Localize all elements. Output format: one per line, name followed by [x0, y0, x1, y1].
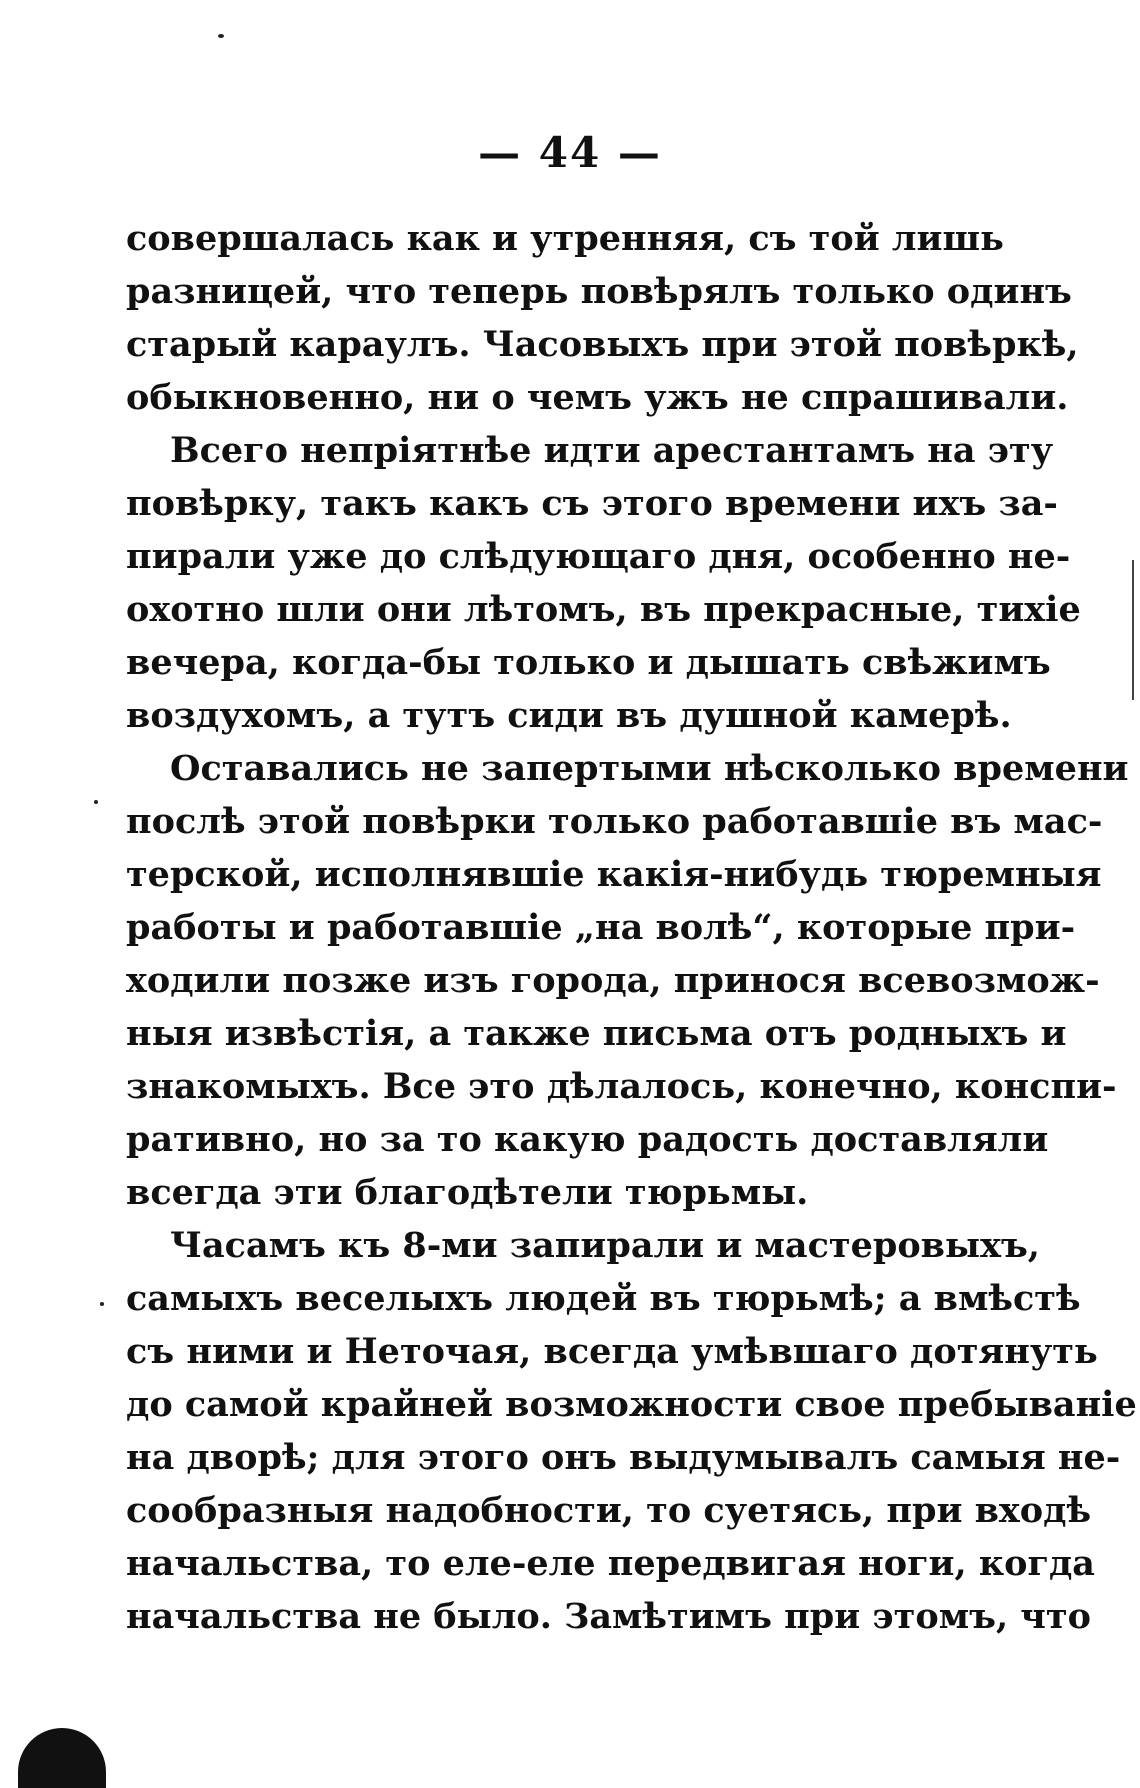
text-line: съ ними и Неточая, всегда умѣвшаго дотянуть — [126, 1331, 1098, 1372]
text-line: ныя извѣстія, а также письма отъ родныхъ и — [126, 1013, 1067, 1054]
text-line: терской, исполнявшіе какія-нибудь тюремныя — [126, 854, 1102, 895]
text-line: разницей, что теперь повѣрялъ только одинъ — [126, 271, 1072, 312]
text-line: Часамъ къ 8-ми запирали и мастеровыхъ, — [170, 1225, 1040, 1266]
scan-edge-mark — [1132, 560, 1134, 700]
text-line: до самой крайней возможности свое пребываніе — [126, 1384, 1137, 1425]
text-line: всегда эти благодѣтели тюрьмы. — [126, 1172, 809, 1213]
text-line: ративно, но за то какую радость доставляли — [126, 1119, 1049, 1160]
scan-speck — [100, 1302, 104, 1306]
text-line: Оставались не запертыми нѣсколько времени — [170, 748, 1129, 789]
text-line: воздухомъ, а тутъ сиди въ душной камерѣ. — [126, 695, 1012, 736]
text-line: охотно шли они лѣтомъ, въ прекрасные, тихіе — [126, 589, 1081, 630]
text-line: начальства, то еле-еле передвигая ноги, когда — [126, 1543, 1095, 1584]
page-number: — 44 — — [478, 128, 662, 177]
body-text — [126, 212, 1137, 1643]
text-line: знакомыхъ. Все это дѣлалось, конечно, конспи- — [126, 1066, 1117, 1107]
scan-speck — [218, 34, 224, 38]
text-line: работы и работавшіе „на волѣ“, которые при- — [126, 907, 1076, 948]
text-line: начальства не было. Замѣтимъ при этомъ, что — [126, 1596, 1091, 1637]
text-line: сообразныя надобности, то суетясь, при входѣ — [126, 1490, 1092, 1531]
text-line: ходили позже изъ города, принося всевозмож- — [126, 960, 1100, 1001]
text-line: повѣрку, такъ какъ съ этого времени ихъ за- — [126, 483, 1058, 524]
text-line: совершалась как и утренняя, съ той лишь — [126, 218, 1004, 259]
text-line: старый караулъ. Часовыхъ при этой повѣркѣ, — [126, 324, 1079, 365]
text-line: Всего непріятнѣе идти арестантамъ на эту — [170, 430, 1054, 471]
text-line: обыкновенно, ни о чемъ ужъ не спрашивали. — [126, 377, 1069, 418]
text-line: вечера, когда-бы только и дышать свѣжимъ — [126, 642, 1051, 683]
text-line: пирали уже до слѣдующаго дня, особенно не- — [126, 536, 1071, 577]
text-line: послѣ этой повѣрки только работавшіе въ мас- — [126, 801, 1103, 842]
text-line: на дворѣ; для этого онъ выдумывалъ самыя не- — [126, 1437, 1121, 1478]
scan-blot — [18, 1728, 106, 1788]
text-line: самыхъ веселыхъ людей въ тюрьмѣ; а вмѣстѣ — [126, 1278, 1081, 1319]
scan-speck — [94, 800, 98, 804]
